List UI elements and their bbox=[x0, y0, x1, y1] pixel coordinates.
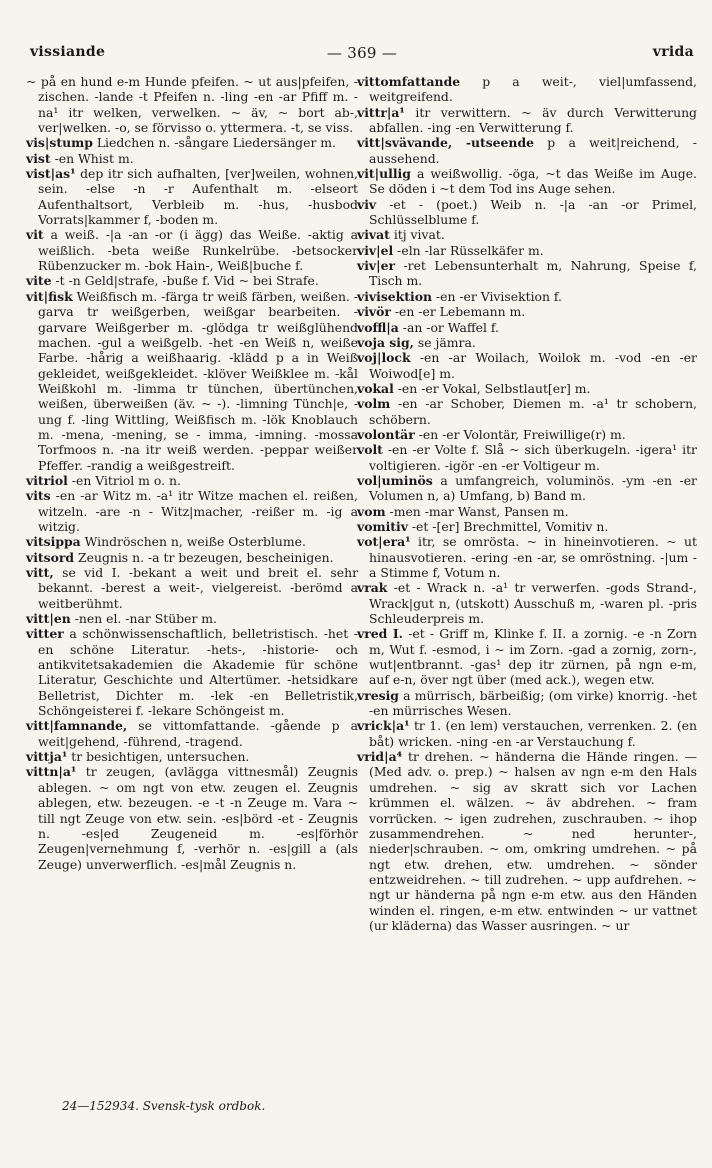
page-number: — 369 — bbox=[326, 44, 398, 62]
entry-headword: vresig bbox=[357, 687, 399, 703]
dictionary-entry bbox=[26, 534, 358, 549]
entry-headword: vis|stump bbox=[26, 135, 93, 151]
entry-headword: vittomfattande bbox=[357, 74, 461, 89]
dictionary-entry bbox=[357, 534, 697, 580]
dictionary-entry bbox=[357, 166, 697, 197]
entry-headword: volontär bbox=[357, 426, 415, 442]
dictionary-entry bbox=[357, 504, 697, 519]
dictionary-entry bbox=[26, 74, 358, 135]
entry-definition: Windröschen n, weiße Osterblume. bbox=[84, 534, 306, 550]
entry-definition: -en -er Volontär, Freiwillige(r) m. bbox=[418, 426, 626, 442]
dictionary-entry bbox=[357, 688, 697, 719]
dictionary-entry bbox=[357, 320, 697, 335]
entry-headword: vist bbox=[26, 150, 51, 166]
entry-definition: -en -ar Schober, Diemen m. -a¹ tr schobern, schöbern. bbox=[369, 396, 697, 427]
dictionary-entry bbox=[26, 151, 358, 166]
entry-headword: volt bbox=[357, 442, 383, 458]
entry-headword: vrick|a¹ bbox=[357, 718, 410, 734]
entry-headword: vivör bbox=[357, 304, 391, 320]
entry-definition: -en -er Volte f. Slå ~ sich überkugeln. -igera¹ itr voltigieren. -igör -en -er Voltigeur m. bbox=[369, 442, 697, 473]
page-footer: 24—152934. Svensk-tysk ordbok. bbox=[62, 1099, 266, 1113]
dictionary-entry bbox=[26, 135, 358, 150]
entry-headword: vivisektion bbox=[357, 288, 432, 304]
entry-definition: itj vivat. bbox=[393, 227, 445, 243]
entry-headword: vittr|a¹ bbox=[357, 104, 405, 120]
entry-headword: vitt|en bbox=[26, 611, 71, 627]
entry-headword: vokal bbox=[357, 380, 394, 396]
entry-definition: p a weit-, viel|umfassend, weitgreifend. bbox=[369, 74, 697, 105]
dictionary-entry bbox=[357, 258, 697, 289]
dictionary-entry bbox=[26, 611, 358, 626]
entry-definition: -et -[er] Brechmittel, Vomitiv n. bbox=[411, 518, 609, 534]
dictionary-entry bbox=[357, 350, 697, 381]
dictionary-entry bbox=[357, 289, 697, 304]
dictionary-entry bbox=[26, 166, 358, 227]
entry-definition: a umfangreich, voluminös. -ym -en -er Volumen n, a) Umfang, b) Band m. bbox=[369, 472, 697, 504]
dictionary-entry bbox=[357, 580, 697, 626]
dictionary-entry bbox=[357, 74, 697, 105]
entry-headword: vits bbox=[26, 488, 51, 504]
entry-headword: vitsippa bbox=[26, 534, 81, 550]
guide-word-right: vrida bbox=[652, 44, 694, 60]
dictionary-entry bbox=[357, 197, 697, 228]
entry-definition: -ret Lebensunterhalt m, Nahrung, Speise f, Tisch m. bbox=[369, 258, 697, 289]
dictionary-entry bbox=[357, 135, 697, 166]
entry-headword: vred I. bbox=[357, 626, 403, 642]
dictionary-entry bbox=[26, 227, 358, 273]
dictionary-entry bbox=[357, 519, 697, 534]
entry-definition: -en Whist m. bbox=[54, 150, 134, 166]
entry-headword: viv bbox=[357, 196, 377, 212]
entry-definition: -en -er Lebemann m. bbox=[394, 304, 526, 320]
entry-definition: -en Vitriol m o. n. bbox=[71, 472, 181, 488]
entry-definition: -eln -lar Rüsselkäfer m. bbox=[397, 242, 544, 258]
entry-definition: -en -er Vokal, Selbstlaut[er] m. bbox=[397, 380, 591, 396]
entry-definition: tr 1. (en lem) verstauchen, verrenken. 2. (en båt) wricken. -ning -en -ar Verstauchung f. bbox=[369, 718, 697, 749]
entry-definition: a weißwollig. -öga, ~t das Weiße im Auge. Se döden i ~t dem Tod ins Auge sehen. bbox=[369, 166, 697, 197]
entry-definition: Weißfisch m. -färga tr weiß färben, weißen. -garva tr weißgerben, weißgar bearbeiten. -garvare Weißgerber m. -glödga tr weißglühend machen. -gul a weißgelb. -het -en Weiß n, weiße Farbe. -hårig a weißhaarig. -klädd p a in Weiß gekleidet, weißgekleidet. -klöver Weißklee m. -kål Weißkohl m. -limma tr tünchen, übertünchen, weißen, überweißen (äv. ~ -). -limning Tünch|e, -ung f. -ling Wittling, Weißfisch m. -lök Knoblauch m. -mena, -mening, se - imma, -imning. -mossa Torfmoos n. -na itr weiß werden. -peppar weißer Pfeffer. -randig a weißgestreift. bbox=[38, 288, 358, 473]
entry-headword: vot|era¹ bbox=[357, 534, 411, 550]
entry-headword: vol|uminös bbox=[357, 472, 433, 488]
entry-definition: itr verwittern. ~ äv durch Verwitterung abfallen. -ing -en Verwitterung f. bbox=[369, 104, 697, 136]
entry-headword: vitt|svävande, -utseende bbox=[357, 135, 534, 151]
dictionary-entry bbox=[357, 381, 697, 396]
dictionary-entry bbox=[357, 335, 697, 350]
entry-definition: -en -er Vivisektion f. bbox=[435, 288, 562, 304]
entry-headword: vomitiv bbox=[357, 518, 408, 534]
entry-headword: vit|fisk bbox=[26, 288, 73, 304]
dictionary-entry bbox=[357, 227, 697, 242]
dictionary-entry bbox=[357, 473, 697, 504]
dictionary-entry bbox=[357, 396, 697, 427]
dictionary-entry bbox=[26, 764, 358, 871]
dictionary-entry bbox=[26, 749, 358, 764]
dictionary-entry bbox=[357, 304, 697, 319]
dictionary-entry bbox=[26, 488, 358, 534]
entry-definition: Liedchen n. -sångare Liedersänger m. bbox=[96, 135, 336, 151]
right-column bbox=[357, 74, 697, 933]
dictionary-entry bbox=[26, 289, 358, 473]
dictionary-entry bbox=[357, 442, 697, 473]
entry-definition: ~ på en hund e-m Hunde pfeifen. ~ ut aus|pfeifen, -zischen. -lande -t Pfeifen n. -ling -en -ar Pfiff m. -na¹ itr welken, verwelken. ~ äv, ~ bort ab-, ver|welken. -o, se förvisso o. yttermera. -t, se viss. bbox=[26, 74, 358, 136]
entry-definition: -et - Wrack n. -a¹ tr verwerfen. -gods Strand-, Wrack|gut n, (utskott) Ausschuß m, -waren pl. -pris Schleuderpreis m. bbox=[369, 580, 697, 627]
dictionary-entry bbox=[357, 626, 697, 687]
entry-headword: vittn|a¹ bbox=[26, 764, 77, 780]
dictionary-entry bbox=[26, 718, 358, 749]
dictionary-entry bbox=[357, 718, 697, 749]
entry-definition: -en -ar Witz m. -a¹ itr Witze machen el. reißen, witzeln. -are -n - Witz|macher, -reißer m. -ig a witzig. bbox=[38, 488, 358, 534]
entry-headword: vitsord bbox=[26, 549, 75, 565]
entry-definition: -an -or Waffel f. bbox=[402, 319, 499, 335]
guide-word-left: vissiande bbox=[30, 44, 106, 60]
entry-headword: vittja¹ bbox=[26, 749, 68, 765]
entry-definition: p a weit|reichend, -aussehend. bbox=[369, 135, 697, 166]
entry-definition: Zeugnis n. -a tr bezeugen, bescheinigen. bbox=[78, 549, 334, 565]
entry-headword: volm bbox=[357, 396, 391, 412]
entry-definition: -t -n Geld|strafe, -buße f. Vid ~ bei Strafe. bbox=[55, 273, 319, 289]
dictionary-entry bbox=[357, 749, 697, 933]
entry-definition: -et - Griff m, Klinke f. II. a zornig. -e -n Zorn m, Wut f. -esmod, i ~ im Zorn. -gad a zornig, zorn-, wut|entbrannt. -gas¹ dep itr zürnen, på ngn e-m, auf e-n, över ngt über (med ack.), wegen etw. bbox=[369, 626, 697, 688]
entry-headword: vitt, bbox=[26, 565, 54, 580]
entry-headword: vom bbox=[357, 503, 386, 519]
dictionary-entry bbox=[26, 550, 358, 565]
entry-definition: se vid I. -bekant a weit und breit el. sehr bekannt. -berest a weit-, vielgereist. -berömd a weitberühmt. bbox=[38, 565, 358, 611]
entry-headword: viv|er bbox=[357, 258, 396, 274]
entry-definition: tr zeugen, (avlägga vittnesmål) Zeugnis ablegen. ~ om ngt von etw. zeugen el. Zeugnis ablegen, etw. bezeugen. -e -t -n Zeuge m. Vara ~ till ngt Zeuge von etw. sein. -es|börd -et - Zeugnis n. -es|ed Zeugeneid m. -es|förhör Zeugen|vernehmung f, -verhör n. -es|gill a (als Zeuge) unverwerflich. -es|mål Zeugnis n. bbox=[38, 764, 358, 872]
entry-headword: vit|ullig bbox=[357, 166, 411, 182]
dictionary-entry bbox=[357, 105, 697, 136]
entry-definition: a mürrisch, bärbeißig; (om virke) knorrig. -het -en mürrisches Wesen. bbox=[369, 687, 697, 719]
entry-definition: a weiß. -|a -an -or (i ägg) das Weiße. -aktig a weißlich. -beta weiße Runkelrübe. -betsocker Rübenzucker m. -bok Hain-, Weiß|buche f. bbox=[38, 227, 358, 274]
entry-definition: -men -mar Wanst, Pansen m. bbox=[389, 503, 569, 519]
entry-headword: vist|as¹ bbox=[26, 166, 76, 182]
entry-definition: tr drehen. ~ händerna die Hände ringen. — (Med adv. o. prep.) ~ halsen av ngn e-m den Hals umdrehen. ~ sig av skratt sich vor Lachen krümmen el. wälzen. ~ äv abdrehen. ~ fram vorrücken. ~ igen zudrehen, zuschrauben. ~ ihop zusammendrehen. ~ ned herunter-, nieder|schrauben. ~ om, omkring umdrehen. ~ på ngt etw. drehen, etw. umdrehen. ~ sönder entzweidrehen. ~ till zudrehen. ~ upp aufdrehen. ~ ngt ur händerna på ngn e-m etw. aus den Händen winden el. ringen, e-m etw. entwinden ~ ur vattnet (ur kläderna) das Wasser ausringen. ~ ur bbox=[369, 749, 697, 933]
entry-headword: vit bbox=[26, 227, 44, 243]
entry-definition: dep itr sich aufhalten, [ver]weilen, wohnen, sein. -else -n -r Aufenthalt m. -elseort Aufenthaltsort, Verbleib m. -hus, -husbod Vorrats|kammer f, -boden m. bbox=[38, 166, 358, 228]
entry-headword: vivat bbox=[357, 227, 390, 243]
entry-definition: tr besichtigen, untersuchen. bbox=[71, 749, 250, 765]
entry-headword: viv|el bbox=[357, 242, 394, 258]
dictionary-entry bbox=[26, 273, 358, 288]
entry-definition: itr, se omrösta. ~ in hineinvotieren. ~ ut hinausvotieren. -ering -en -ar, se omröstning. -|um - a Stimme f, Votum n. bbox=[369, 534, 697, 580]
dictionary-entry bbox=[26, 565, 358, 611]
entry-headword: vitter bbox=[26, 626, 64, 642]
dictionary-entry bbox=[26, 473, 358, 488]
entry-headword: vrak bbox=[357, 580, 388, 596]
entry-headword: voj|lock bbox=[357, 350, 411, 366]
entry-headword: vite bbox=[26, 273, 52, 289]
left-column bbox=[26, 74, 358, 872]
entry-definition: a schönwissenschaftlich, belletristisch. -het -en schöne Literatur. -hets-, -historie- och antikvitetsakademien die Akademie für schöne Literatur, Geschichte und Altertümer. -hetsidkare Belletrist, Dichter m. -lek -en Belletristik, Schöngeisterei f. -lekare Schöngeist m. bbox=[38, 626, 358, 719]
entry-definition: se jämra. bbox=[417, 334, 476, 350]
entry-headword: vitt|famnande, bbox=[26, 718, 128, 734]
entry-definition: -nen el. -nar Stüber m. bbox=[74, 611, 217, 627]
page-header bbox=[26, 44, 698, 66]
entry-headword: vrid|a⁴ bbox=[357, 749, 403, 765]
entry-headword: voja sig, bbox=[357, 334, 414, 350]
entry-headword: voffl|a bbox=[357, 319, 399, 335]
dictionary-entry bbox=[26, 626, 358, 718]
entry-definition: -et - (poet.) Weib n. -|a -an -or Primel, Schlüsselblume f. bbox=[369, 196, 697, 228]
entry-headword: vitriol bbox=[26, 472, 68, 488]
dictionary-entry bbox=[357, 427, 697, 442]
dictionary-entry bbox=[357, 243, 697, 258]
entry-definition: se vittomfattande. -gående p a weit|gehend, -führend, -tragend. bbox=[38, 718, 358, 749]
entry-definition: -en -ar Woilach, Woilok m. -vod -en -er Woiwod[e] m. bbox=[369, 350, 697, 381]
